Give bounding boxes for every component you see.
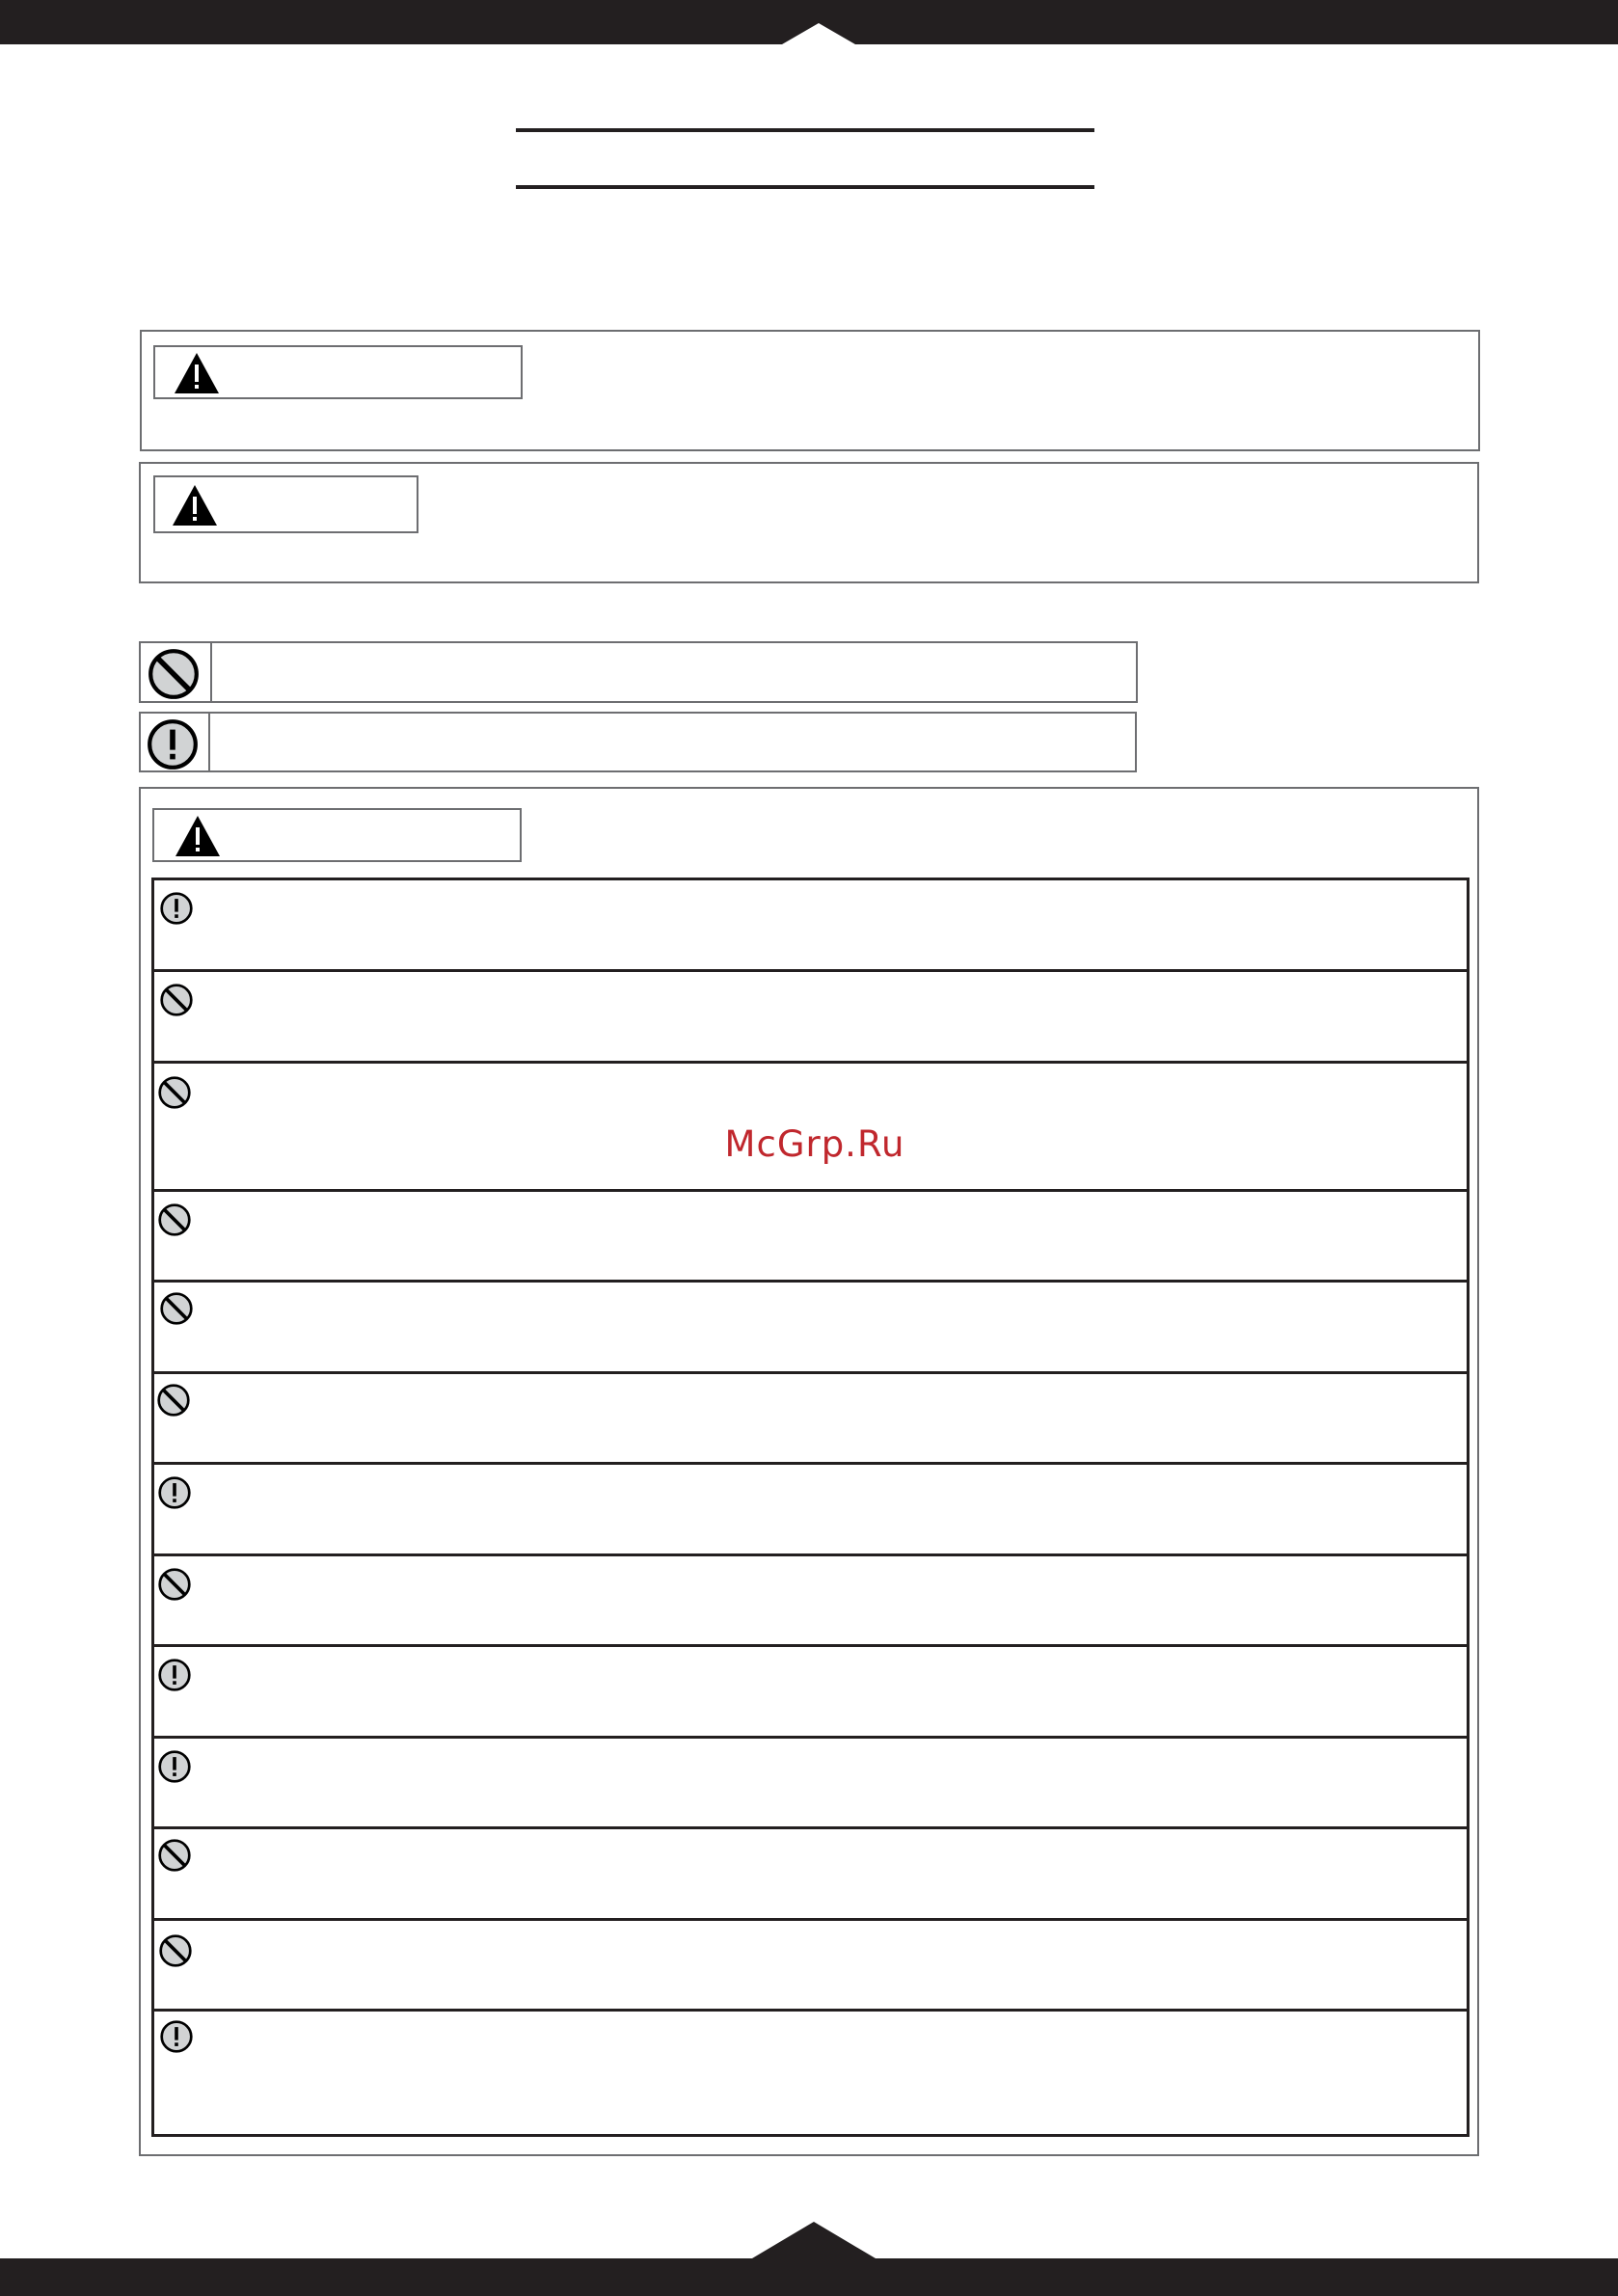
prohibition-icon xyxy=(158,1933,193,1968)
table-row xyxy=(154,2012,1467,2134)
warning-triangle-icon xyxy=(174,814,222,858)
prohibition-icon xyxy=(157,1838,192,1873)
warning-label-2 xyxy=(153,475,418,533)
precautions-table xyxy=(151,878,1470,2137)
watermark: McGrp.Ru xyxy=(724,1123,905,1165)
table-row xyxy=(154,1921,1467,2012)
legend-symbol-cell xyxy=(141,643,212,701)
table-row xyxy=(154,1556,1467,1647)
mandatory-icon xyxy=(157,1475,192,1510)
caution-label xyxy=(152,808,522,862)
warning-label-1 xyxy=(153,345,523,399)
mandatory-icon xyxy=(159,891,194,926)
prohibition-icon xyxy=(157,1075,192,1110)
legend-prohibition xyxy=(139,641,1138,703)
table-row xyxy=(154,1739,1467,1829)
prohibition-icon xyxy=(157,1202,192,1237)
prohibition-icon xyxy=(157,1567,192,1602)
prohibition-icon xyxy=(159,1291,194,1326)
title-rule-top xyxy=(516,128,1094,132)
prohibition-icon xyxy=(147,647,201,701)
table-row xyxy=(154,1829,1467,1921)
bottom-band xyxy=(0,2258,1618,2296)
warning-box-1 xyxy=(140,330,1480,451)
mandatory-icon xyxy=(157,1658,192,1692)
legend-mandatory xyxy=(139,712,1137,772)
table-row xyxy=(154,880,1467,972)
table-row xyxy=(154,1283,1467,1374)
mandatory-icon xyxy=(157,1749,192,1784)
prohibition-icon xyxy=(156,1383,191,1418)
table-row xyxy=(154,972,1467,1064)
table-row xyxy=(154,1647,1467,1739)
top-notch xyxy=(782,23,855,44)
warning-triangle-icon xyxy=(173,351,221,395)
warning-triangle-icon xyxy=(171,483,219,527)
mandatory-icon xyxy=(159,2019,194,2054)
table-row xyxy=(154,1192,1467,1283)
prohibition-icon xyxy=(159,983,194,1017)
warning-box-2 xyxy=(139,462,1479,583)
table-row xyxy=(154,1374,1467,1465)
title-rule-bottom xyxy=(516,185,1094,189)
table-row xyxy=(154,1465,1467,1556)
mandatory-icon xyxy=(146,717,200,771)
bottom-notch xyxy=(752,2222,876,2258)
legend-symbol-cell xyxy=(141,714,210,770)
